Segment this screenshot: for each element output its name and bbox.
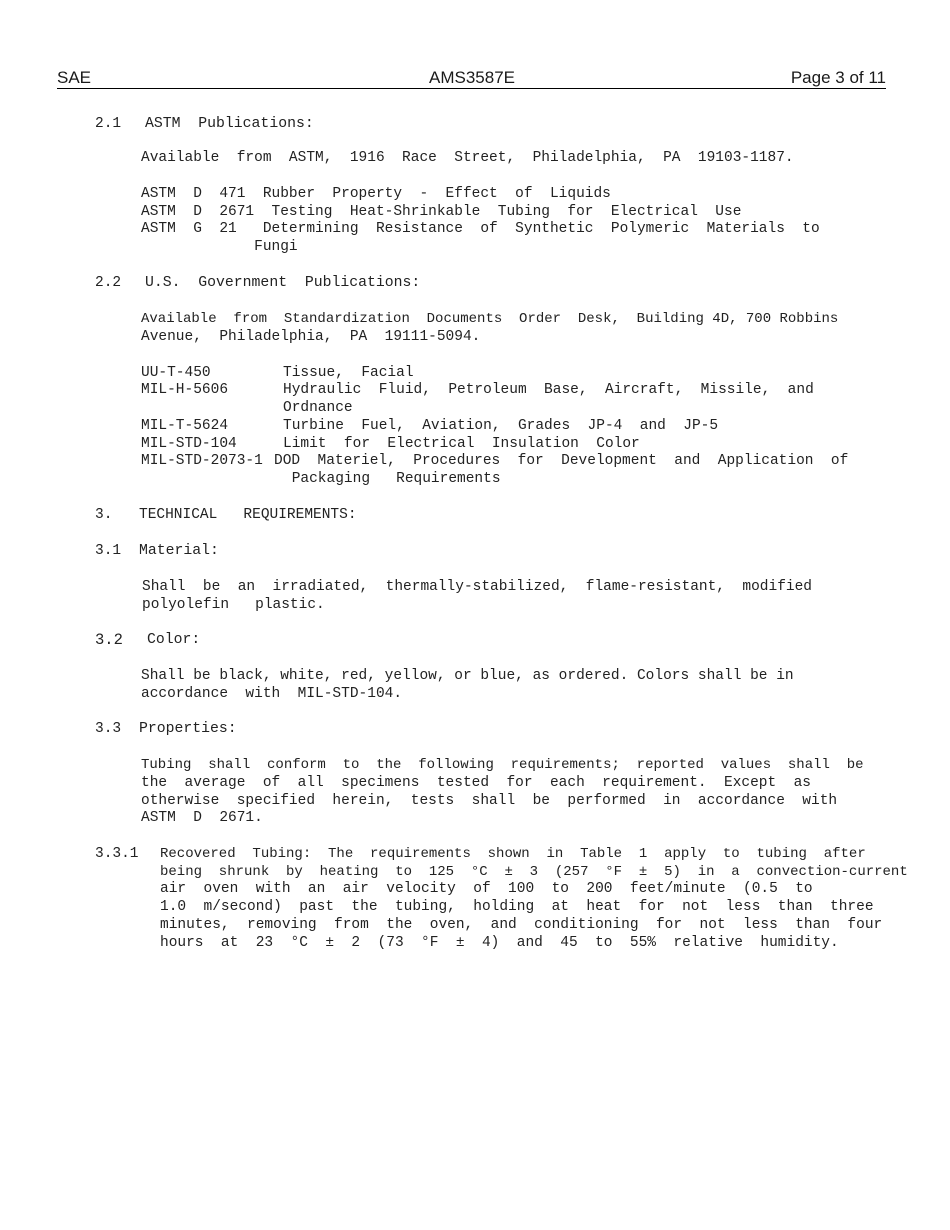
section-3-3-1-body-line: hours at 23 °C ± 2 (73 °F ± 4) and 45 to 55% relative humidity. <box>160 935 839 951</box>
section-3-title: TECHNICAL REQUIREMENTS: <box>139 507 357 523</box>
section-3-2-body-line: accordance with MIL-STD-104. <box>141 686 403 702</box>
section-3-3-1-body-line: minutes, removing from the oven, and conditioning for not less than four <box>160 917 883 933</box>
section-3-1-body-line: Shall be an irradiated, thermally-stabilized, flame-resistant, modified <box>142 579 813 595</box>
gov-ref-code: MIL-STD-104 <box>141 436 237 452</box>
section-3-3-number: 3.3 <box>95 721 122 737</box>
section-2-1-title: ASTM Publications: <box>145 116 314 132</box>
gov-ref-code: MIL-H-5606 <box>141 382 229 398</box>
header-org: SAE <box>57 68 92 87</box>
gov-ref-desc: Tissue, Facial <box>283 365 414 381</box>
gov-ref-desc: Limit for Electrical Insulation Color <box>283 436 640 452</box>
astm-reference-3: ASTM G 21 Determining Resistance of Synthetic Polymeric Materials to <box>141 221 820 237</box>
gov-ref-desc: DOD Materiel, Procedures for Development and Application of <box>274 453 849 469</box>
section-3-3-body-line: Tubing shall conform to the following requirements; reported values shall be <box>141 757 864 773</box>
gov-ref-desc: Packaging Requirements <box>283 471 501 487</box>
page-header <box>57 68 886 89</box>
astm-reference-3-cont: Fungi <box>141 239 298 255</box>
section-3-3-body-line: the average of all specimens tested for each requirement. Except as <box>141 775 812 791</box>
section-3-3-1-body-line: being shrunk by heating to 125 °C ± 3 (257 °F ± 5) in a convection-current <box>160 864 908 880</box>
gov-ref-desc: Turbine Fuel, Aviation, Grades JP-4 and JP-5 <box>283 418 719 434</box>
section-3-3-1-body-line: 1.0 m/second) past the tubing, holding at heat for not less than three <box>160 899 874 915</box>
gov-ref-desc: Ordnance <box>283 400 353 416</box>
section-3-3-title: Properties: <box>139 721 237 737</box>
section-2-2-number: 2.2 <box>95 275 122 291</box>
section-3-3-1-number: 3.3.1 <box>95 846 139 862</box>
header-doc-number: AMS3587E <box>429 68 515 87</box>
section-3-3-1-body-line: Recovered Tubing: The requirements shown in Table 1 apply to tubing after <box>160 846 866 862</box>
section-3-1-number: 3.1 <box>95 543 122 559</box>
section-3-number: 3. <box>95 507 113 523</box>
gov-ref-code: MIL-T-5624 <box>141 418 229 434</box>
section-3-2-number: 3.2 <box>95 631 123 649</box>
section-2-1-availability: Available from ASTM, 1916 Race Street, Philadelphia, PA 19103-1187. <box>141 150 794 166</box>
gov-ref-code: MIL-STD-2073-1 <box>141 453 263 469</box>
section-2-2-availability-line-1: Available from Standardization Documents Order Desk, Building 4D, 700 Robbins <box>141 311 839 327</box>
section-3-3-1-body-line: air oven with an air velocity of 100 to 200 feet/minute (0.5 to <box>160 881 813 897</box>
section-2-2-availability-line-2: Avenue, Philadelphia, PA 19111-5094. <box>141 329 481 345</box>
astm-reference-2: ASTM D 2671 Testing Heat-Shrinkable Tubing for Electrical Use <box>141 204 742 220</box>
section-3-2-body-line: Shall be black, white, red, yellow, or blue, as ordered. Colors shall be in <box>141 668 794 684</box>
section-2-2-title: U.S. Government Publications: <box>145 275 421 291</box>
section-3-3-body-line: ASTM D 2671. <box>141 810 263 826</box>
gov-ref-desc: Hydraulic Fluid, Petroleum Base, Aircraft, Missile, and <box>283 382 814 398</box>
section-2-1-number: 2.1 <box>95 116 122 132</box>
gov-ref-code: UU-T-450 <box>141 365 211 381</box>
section-3-3-body-line: otherwise specified herein, tests shall be performed in accordance with <box>141 793 838 809</box>
header-page-number: Page 3 of 11 <box>790 68 886 87</box>
astm-reference-1: ASTM D 471 Rubber Property - Effect of Liquids <box>141 186 611 202</box>
section-3-2-title: Color: <box>147 632 201 648</box>
section-3-1-title: Material: <box>139 543 219 559</box>
section-3-1-body-line: polyolefin plastic. <box>142 597 325 613</box>
